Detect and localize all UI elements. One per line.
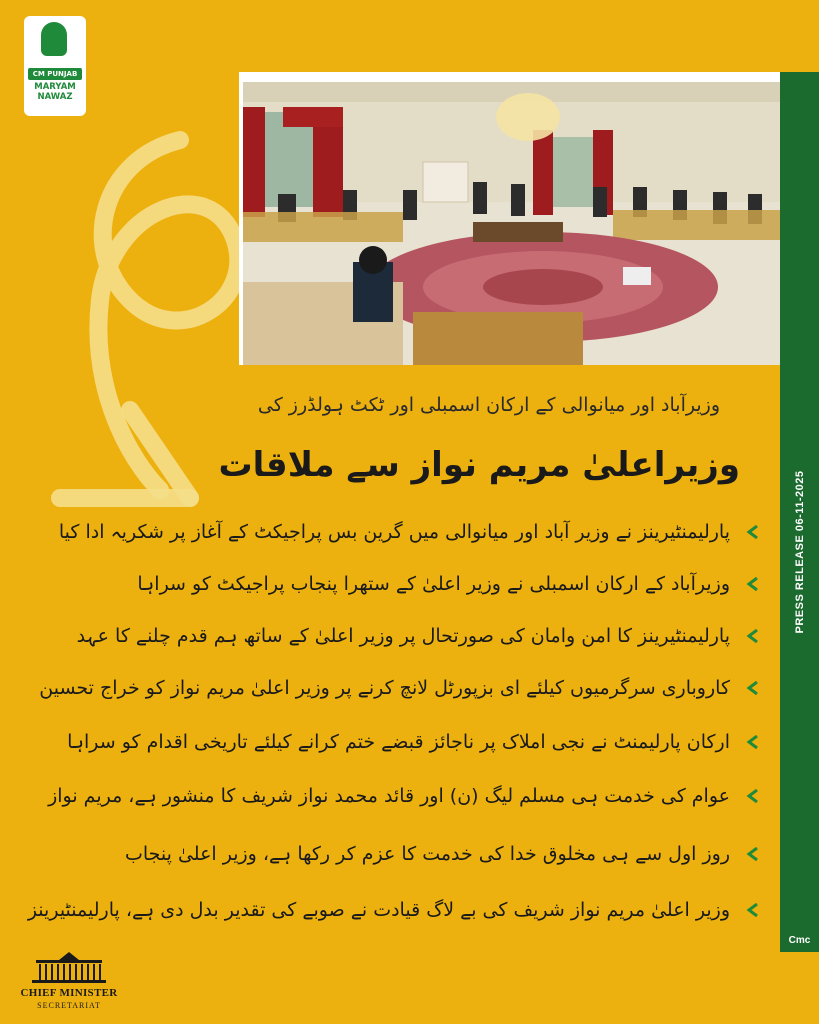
bullet-text: وزیر اعلیٰ مریم نواز شریف کی بے لاگ قیادت نے صوبے کی تقدیر بدل دی ہے، پارلیمنٹیرینز [27, 899, 730, 921]
logo-line-1: CM PUNJAB [28, 68, 82, 80]
bullet-item [58, 512, 760, 552]
meeting-room-image [243, 82, 780, 365]
chevron-left-icon [746, 525, 760, 539]
cmc-label: Cmc [788, 935, 811, 946]
bullet-item [67, 722, 760, 762]
headline-subtitle: وزیرآباد اور میانوالی کے ارکان اسمبلی اور ٹکٹ ہولڈرز کی [257, 394, 720, 416]
bullet-item [48, 776, 760, 816]
bullet-item [76, 616, 760, 656]
bullet-item [90, 834, 760, 874]
bullet-item [90, 564, 760, 604]
chief-minister-secretariat-logo [14, 950, 124, 1016]
side-strip [780, 72, 819, 952]
chevron-left-icon [746, 577, 760, 591]
logo-line-2: MARYAM [34, 82, 76, 92]
bullet-text: ارکان پارلیمنٹ نے نجی املاک پر ناجائز قبضے ختم کرانے کیلئے تاریخی اقدام کو سراہا [67, 731, 730, 753]
bullet-item [39, 668, 760, 708]
headline-title: وزیراعلیٰ مریم نواز سے ملاقات [218, 445, 740, 485]
press-release-date: PRESS RELEASE 06-11-2025 [794, 470, 806, 634]
bullet-text: وزیرآباد کے ارکان اسمبلی نے وزیر اعلیٰ کے ستھرا پنجاب پراجیکٹ کو سراہا [137, 573, 730, 595]
building-icon [14, 950, 124, 986]
logo-line-3: NAWAZ [37, 92, 73, 102]
chevron-left-icon [746, 629, 760, 643]
chevron-left-icon [746, 735, 760, 749]
chevron-left-icon [746, 789, 760, 803]
bullet-text: کاروباری سرگرمیوں کیلئے ای بزپورٹل لانچ کرنے پر وزیر اعلیٰ مریم نواز کو خراج تحسین [39, 677, 730, 699]
logo-name [28, 82, 82, 102]
footer-line-2: SECRETARIAT [37, 1001, 101, 1010]
chevron-left-icon [746, 903, 760, 917]
cm-punjab-logo [24, 16, 86, 116]
portrait-icon [41, 22, 67, 56]
bullet-text: عوام کی خدمت ہی مسلم لیگ (ن) اور قائد محمد نواز شریف کا منشور ہے، مریم نواز [48, 785, 730, 807]
bullet-item [27, 890, 760, 930]
bullet-text: پارلیمنٹیرینز کا امن وامان کی صورتحال پر وزیر اعلیٰ کے ساتھ ہم قدم چلنے کا عہد [76, 625, 730, 647]
chevron-left-icon [746, 847, 760, 861]
chevron-left-icon [746, 681, 760, 695]
bullet-text: روز اول سے ہی مخلوق خدا کی خدمت کا عزم کر رکھا ہے، وزیر اعلیٰ پنجاب [124, 843, 730, 865]
meeting-photo [239, 72, 780, 365]
footer-line-1: CHIEF MINISTER [20, 987, 118, 999]
bullet-text: پارلیمنٹیرینز نے وزیر آباد اور میانوالی میں گرین بس پراجیکٹ کے آغاز پر شکریہ ادا کیا [58, 521, 730, 543]
